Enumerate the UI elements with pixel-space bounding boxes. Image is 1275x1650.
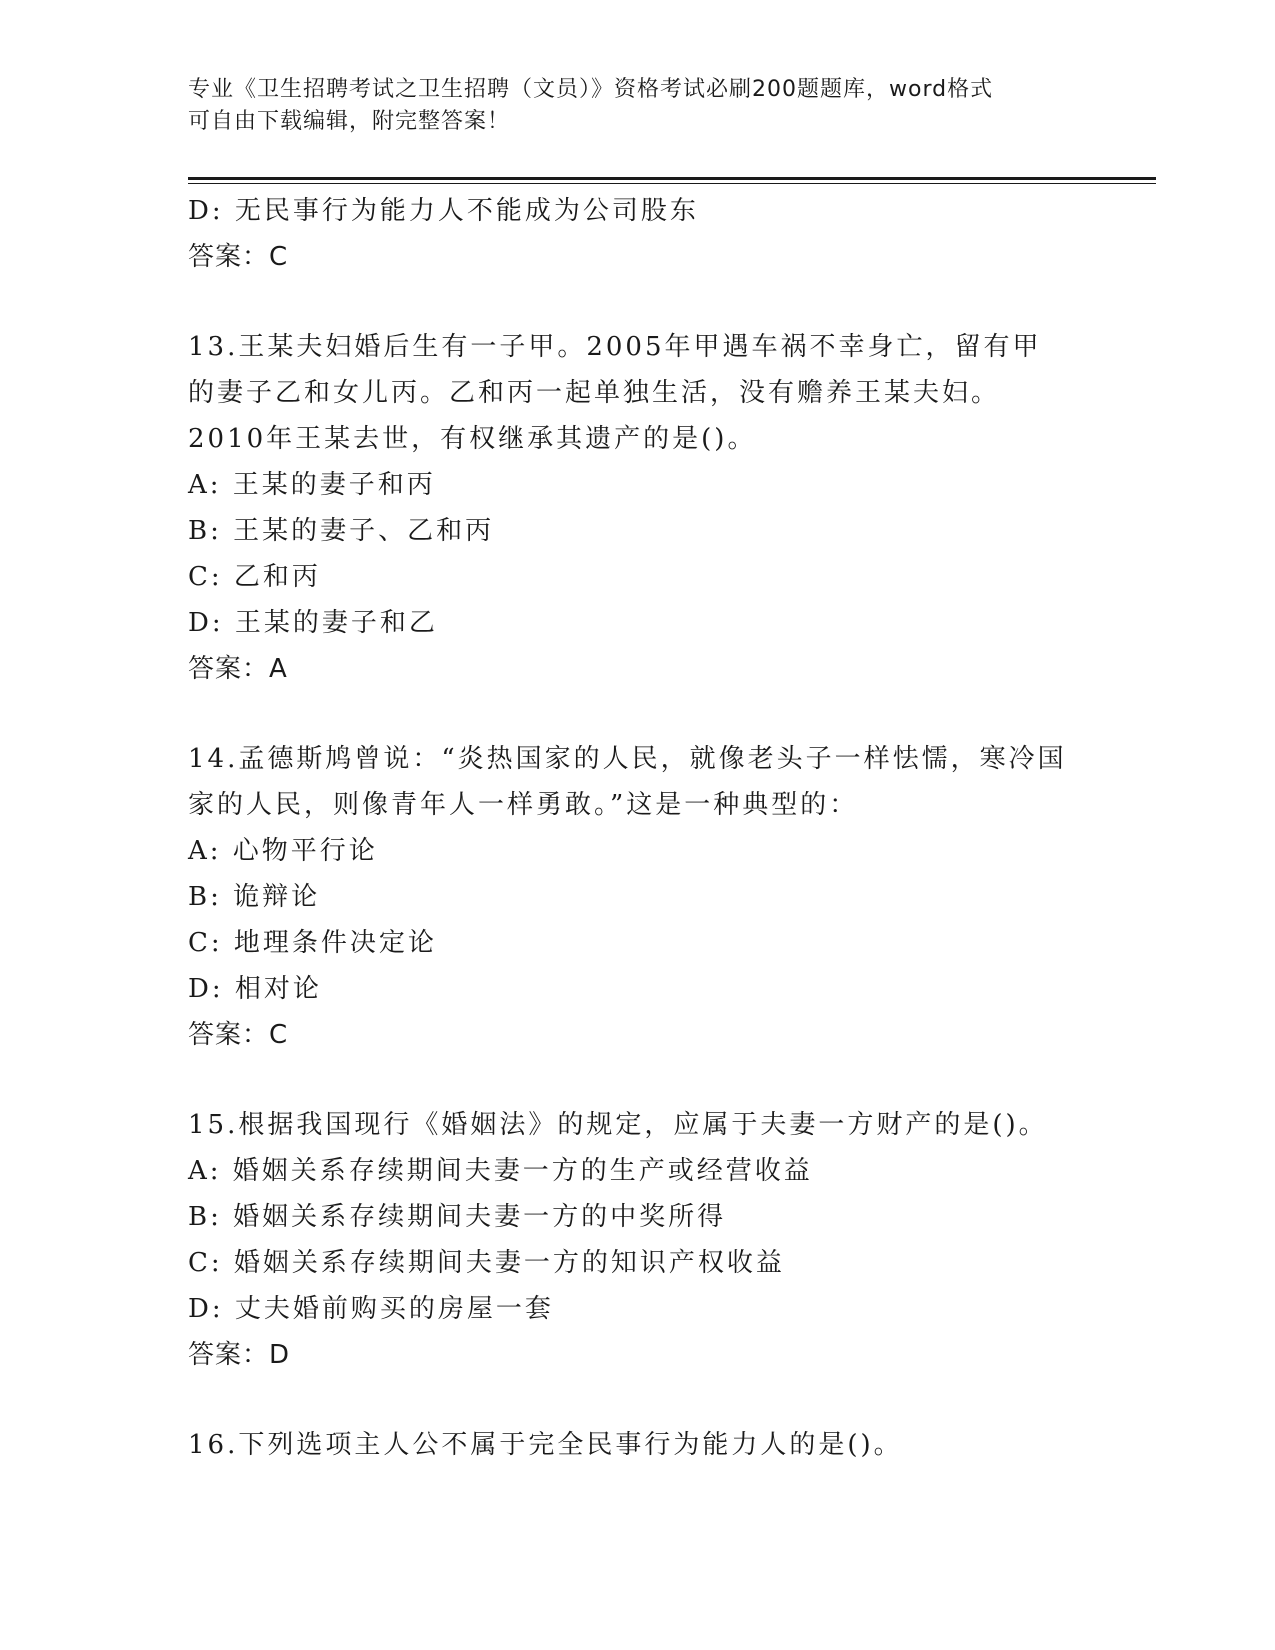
- header-rule-thin: [188, 183, 1156, 184]
- question-stem: 13.王某夫妇婚后生有一子甲。2005年甲遇车祸不幸身亡，留有甲的妻子乙和女儿丙。乙和丙一起单独生活，没有赡养王某夫妇。2010年王某去世，有权继承其遗产的是()。: [188, 332, 1042, 454]
- header-line-2: 可自由下载编辑，附完整答案！: [188, 109, 511, 134]
- option-b: B: 婚姻关系存续期间夫妻一方的中奖所得: [188, 1202, 727, 1232]
- option-a: A: 婚姻关系存续期间夫妻一方的生产或经营收益: [188, 1156, 813, 1186]
- option-d: D: 丈夫婚前购买的房屋一套: [188, 1294, 554, 1324]
- answer: 答案：D: [188, 1340, 291, 1370]
- question-stem: 16.下列选项主人公不属于完全民事行为能力人的是()。: [188, 1430, 903, 1460]
- prev-answer: 答案：C: [188, 242, 289, 272]
- prev-option-d: D: 无民事行为能力人不能成为公司股东: [188, 196, 699, 226]
- question-stem: 15.根据我国现行《婚姻法》的规定，应属于夫妻一方财产的是()。: [188, 1110, 1048, 1140]
- option-d: D: 王某的妻子和乙: [188, 608, 438, 638]
- spacer: [188, 1378, 1088, 1422]
- question-16: [188, 1422, 1088, 1468]
- option-c: C: 地理条件决定论: [188, 928, 437, 958]
- answer: 答案：C: [188, 1020, 289, 1050]
- option-b: B: 王某的妻子、乙和丙: [188, 516, 495, 546]
- spacer: [188, 280, 1088, 324]
- option-c: C: 乙和丙: [188, 562, 321, 592]
- document-header: [188, 74, 1088, 138]
- spacer: [188, 692, 1088, 736]
- question-15: [188, 1102, 1088, 1378]
- option-b: B: 诡辩论: [188, 882, 321, 912]
- document-body: [188, 188, 1088, 1468]
- answer: 答案：A: [188, 654, 288, 684]
- header-line-1: 专业《卫生招聘考试之卫生招聘（文员）》资格考试必刷200题题库，word格式: [188, 77, 994, 102]
- question-14: [188, 736, 1088, 1058]
- question-stem: 14.孟德斯鸠曾说：“炎热国家的人民，就像老头子一样怯懦，寒冷国家的人民，则像青年人一样勇敢。”这是一种典型的：: [188, 744, 1067, 820]
- option-a: A: 王某的妻子和丙: [188, 470, 436, 500]
- question-13: [188, 324, 1088, 692]
- header-rule-thick: [188, 177, 1156, 180]
- option-a: A: 心物平行论: [188, 836, 378, 866]
- spacer: [188, 1058, 1088, 1102]
- option-d: D: 相对论: [188, 974, 322, 1004]
- option-c: C: 婚姻关系存续期间夫妻一方的知识产权收益: [188, 1248, 785, 1278]
